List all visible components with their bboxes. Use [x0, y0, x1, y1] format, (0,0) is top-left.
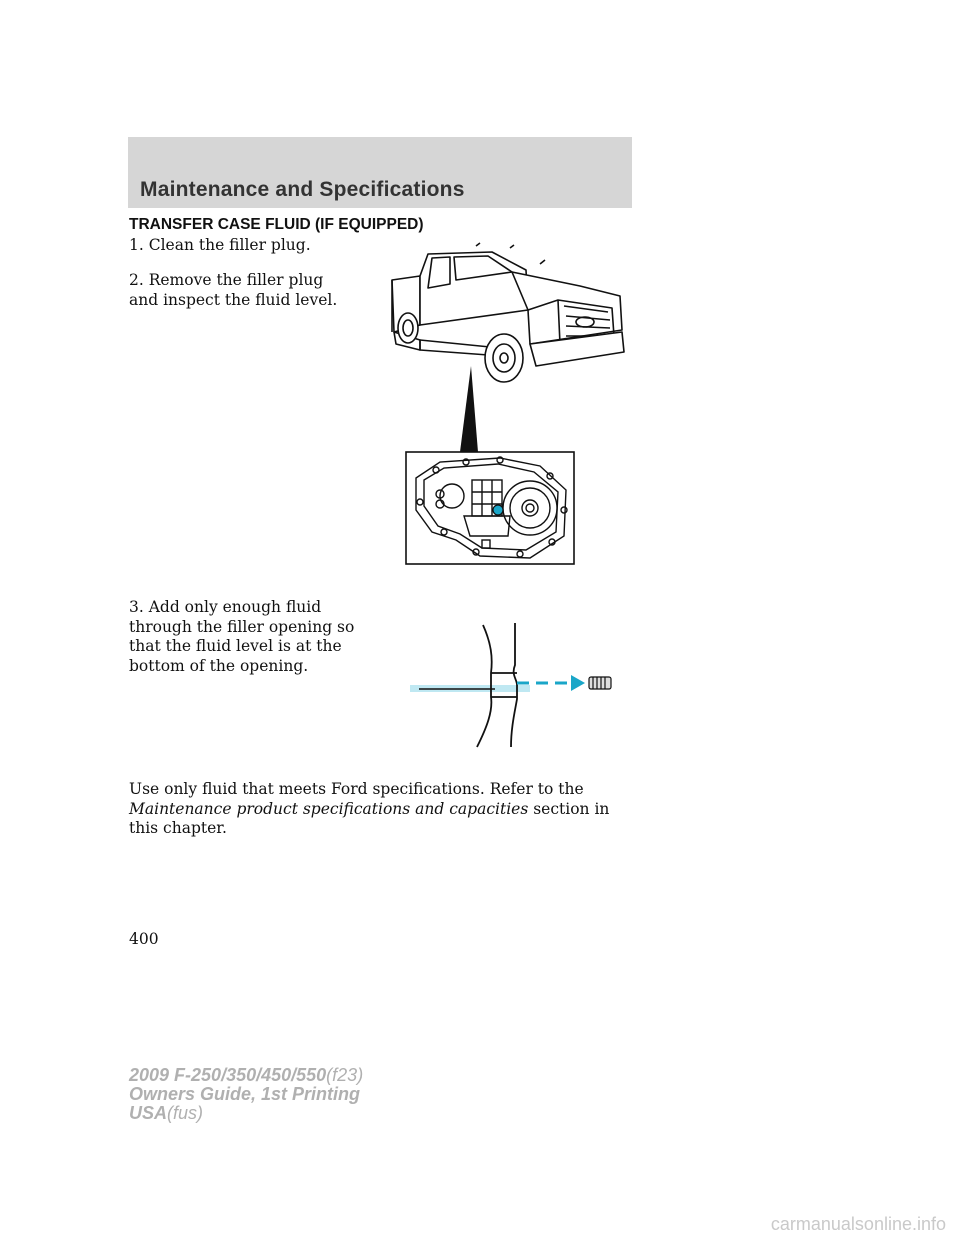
filler-plug-marker [493, 505, 503, 515]
step-1: 1. Clean the filler plug. [129, 236, 311, 254]
spec-section-reference: Maintenance product specifications and capacities [129, 799, 529, 818]
step-3: 3. Add only enough fluid through the filler opening so that the fluid level is at the bottom of the opening. [129, 598, 355, 675]
site-watermark: carmanualsonline.info [770, 1214, 946, 1234]
fluid-level-illustration [405, 615, 625, 750]
arrow-head-icon [571, 675, 585, 691]
step-2: 2. Remove the filler plug and inspect the fluid level. [129, 271, 338, 309]
page-number: 400 [129, 930, 159, 948]
truck-transfer-case-illustration [380, 240, 640, 570]
page-header-title: Maintenance and Specifications [140, 178, 465, 201]
fluid-spec-note: Use only fluid that meets Ford specifications. Refer to the Maintenance product specifications and capacities section in this chapter. [129, 780, 610, 837]
section-heading: TRANSFER CASE FLUID (IF EQUIPPED) [129, 216, 424, 233]
document-footer: 2009 F-250/350/450/550(f23) Owners Guide, 1st Printing USA(fus) [129, 1065, 364, 1123]
truck-icon [392, 243, 624, 382]
pointer-wedge [460, 366, 478, 452]
filler-plug-icon [589, 677, 611, 689]
